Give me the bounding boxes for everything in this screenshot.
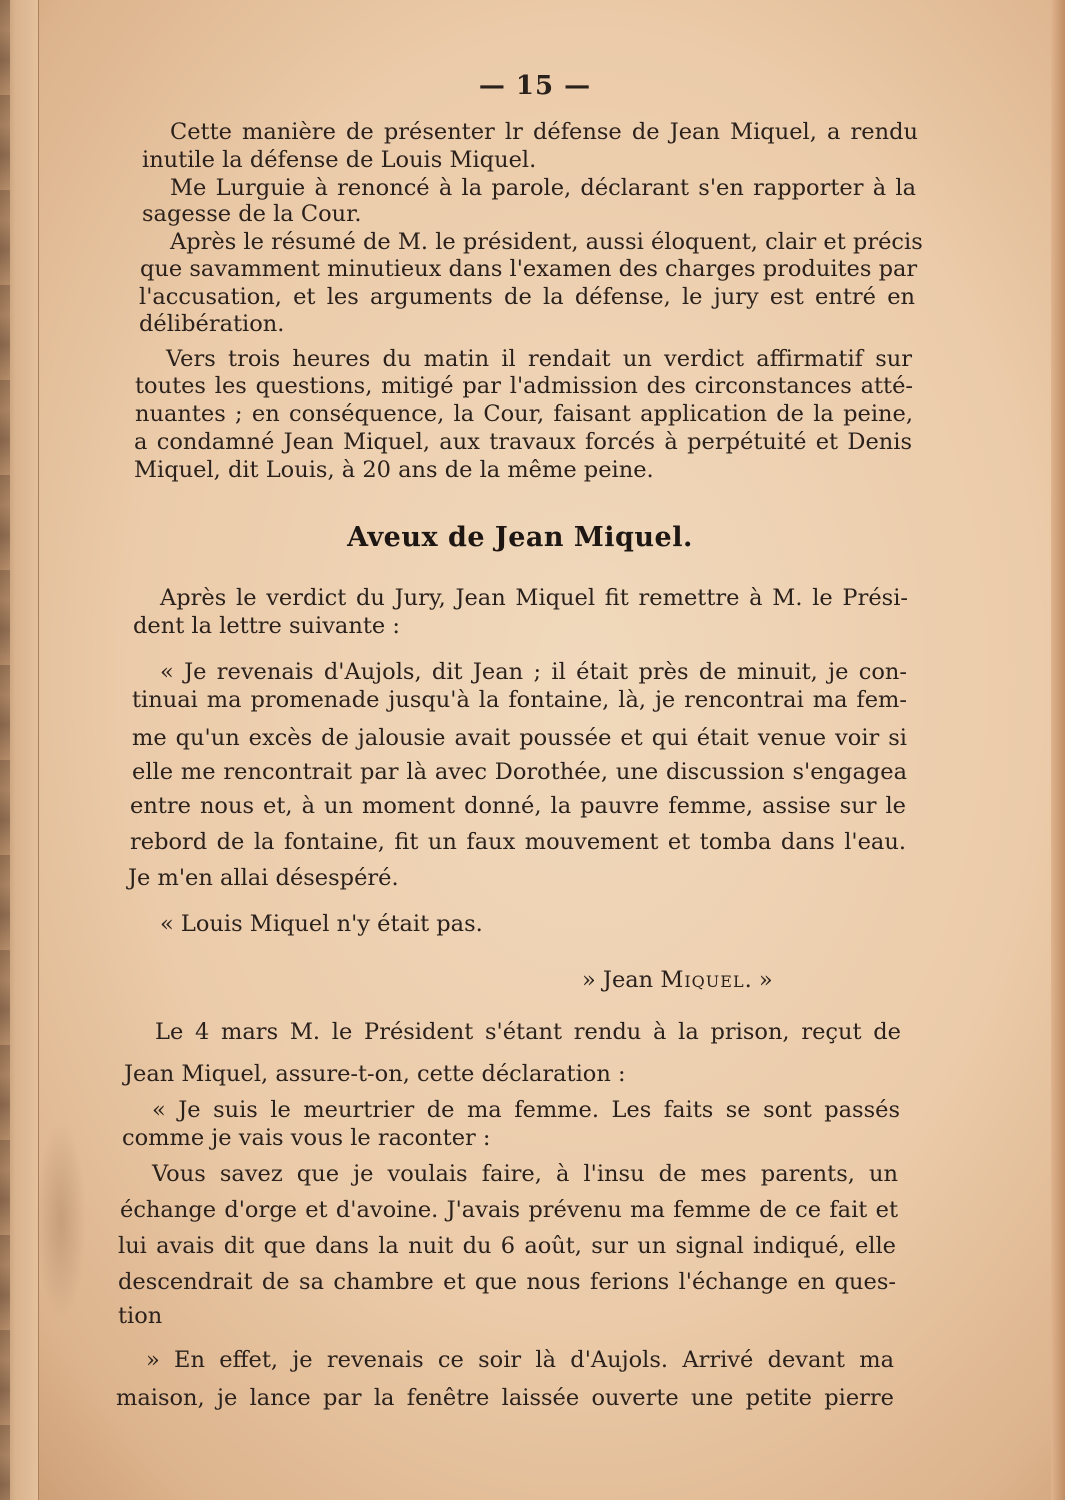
text-line: comme je vais vous le raconter : (122, 1125, 491, 1151)
text-line: Vous savez que je voulais faire, à l'insu de mes parents, un (152, 1161, 898, 1187)
signature-close: . » (744, 967, 773, 993)
text-line: « Je revenais d'Aujols, dit Jean ; il était près de minuit, je con- (160, 659, 907, 685)
text-line: Cette manière de présenter lr défense de Jean Miquel, a rendu (170, 119, 918, 145)
text-line: Vers trois heures du matin il rendait un verdict affirmatif sur (166, 346, 912, 372)
text-line: Après le résumé de M. le président, aussi éloquent, clair et précis (170, 229, 923, 255)
text-line: lui avais dit que dans la nuit du 6 août, sur un signal indiqué, elle (118, 1233, 896, 1259)
text-line: Jean Miquel, assure-t-on, cette déclaration : (124, 1061, 626, 1087)
text-line: sagesse de la Cour. (142, 201, 362, 227)
text-line: Je m'en allai désespéré. (128, 865, 399, 891)
text-line: échange d'orge et d'avoine. J'avais prévenu ma femme de ce fait et (120, 1197, 898, 1223)
text-line: dent la lettre suivante : (133, 613, 400, 639)
text-line: inutile la défense de Louis Miquel. (142, 147, 537, 173)
section-heading: Aveux de Jean Miquel. (347, 522, 693, 553)
text-line: Me Lurguie à renoncé à la parole, déclarant s'en rapporter à la (170, 175, 916, 201)
text-line: « Je suis le meurtrier de ma femme. Les faits se sont passés (152, 1097, 900, 1123)
letter-signature (582, 966, 822, 994)
text-line: descendrait de sa chambre et que nous ferions l'échange en ques- (118, 1269, 896, 1295)
text-line: elle me rencontrait par là avec Dorothée, une discussion s'engagea (132, 759, 907, 785)
text-line: Après le verdict du Jury, Jean Miquel fit remettre à M. le Prési- (160, 585, 908, 611)
text-line: entre nous et, à un moment donné, la pauvre femme, assise sur le (130, 793, 906, 819)
text-line: Miquel, dit Louis, à 20 ans de la même peine. (134, 457, 654, 483)
text-line: toutes les questions, mitigé par l'admission des circonstances atté- (135, 373, 913, 399)
signature-open: » Jean (582, 967, 661, 993)
text-line: maison, je lance par la fenêtre laissée ouverte une petite pierre (116, 1385, 894, 1411)
signature-name: Miquel (660, 967, 745, 993)
page-number: — 15 — (478, 71, 592, 101)
text-line: a condamné Jean Miquel, aux travaux forcés à perpétuité et Denis (134, 429, 912, 455)
text-line: tinuai ma promenade jusqu'à la fontaine, là, je rencontrai ma fem- (132, 687, 907, 713)
text-line: rebord de la fontaine, fit un faux mouvement et tomba dans l'eau. (130, 829, 906, 855)
text-line: l'accusation, et les arguments de la défense, le jury est entré en (139, 284, 915, 310)
text-line: délibération. (139, 311, 285, 337)
text-line: nuantes ; en conséquence, la Cour, faisant application de la peine, (135, 401, 913, 427)
text-line: » En effet, je revenais ce soir là d'Aujols. Arrivé devant ma (146, 1347, 894, 1373)
text-line: me qu'un excès de jalousie avait poussée et qui était venue voir si (132, 725, 907, 751)
text-line: « Louis Miquel n'y était pas. (160, 911, 483, 937)
text-line: tion (118, 1303, 163, 1329)
text-line: que savamment minutieux dans l'examen des charges produites par (140, 256, 918, 282)
text-line: Le 4 mars M. le Président s'étant rendu à la prison, reçut de (155, 1019, 901, 1045)
